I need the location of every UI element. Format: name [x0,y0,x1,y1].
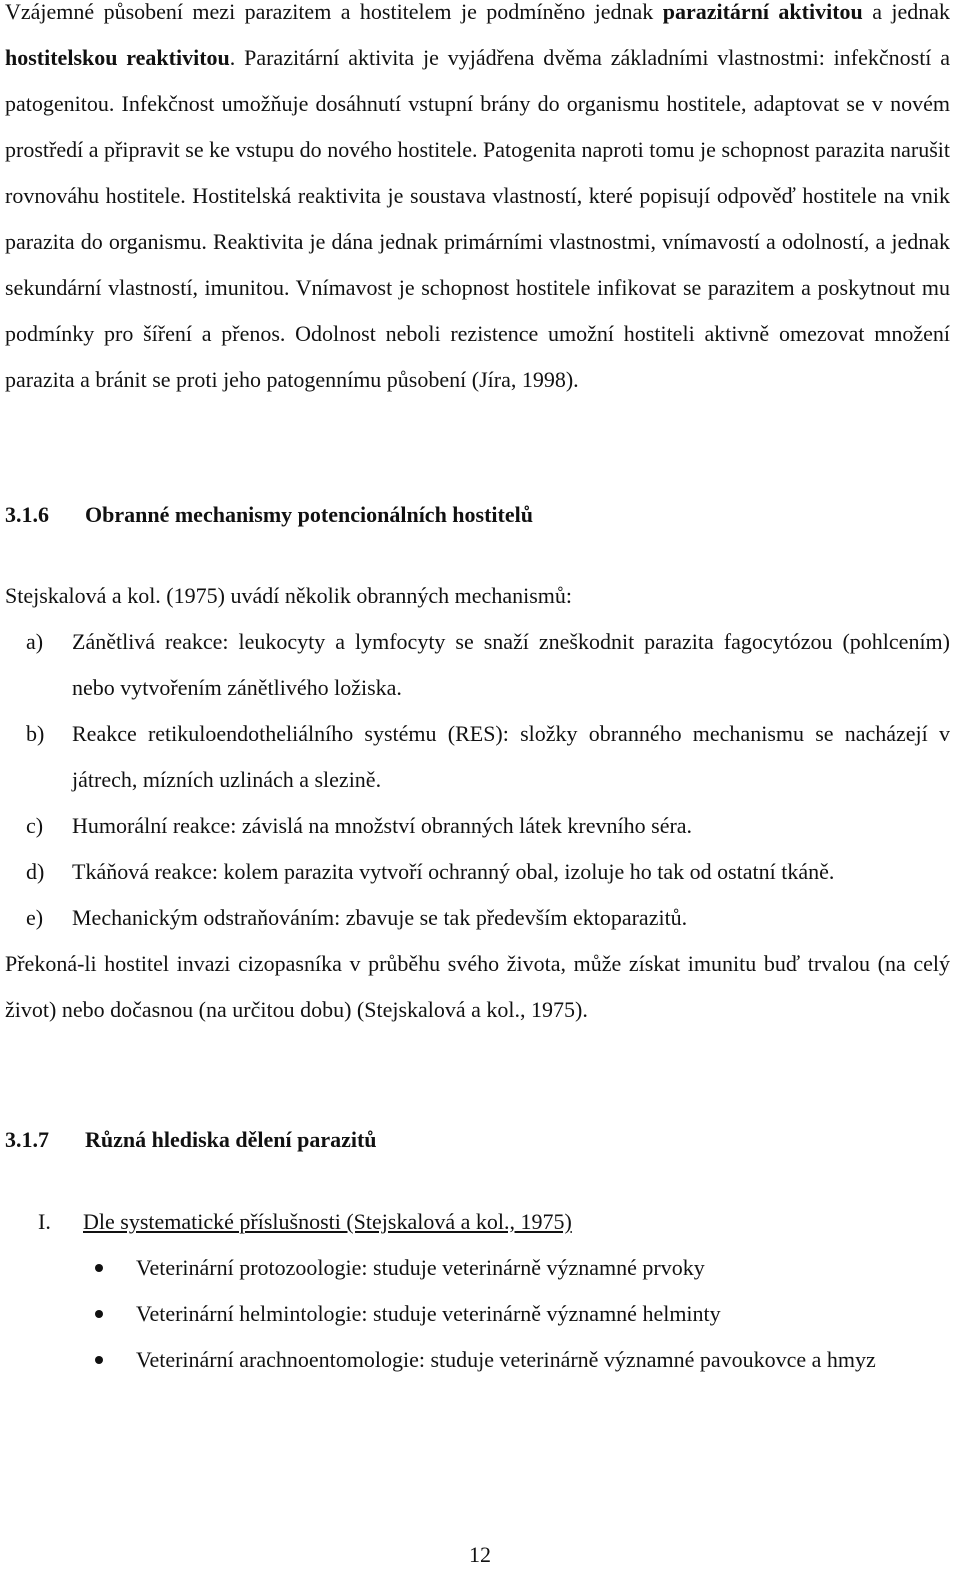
defense-mechanism-list [5,619,950,941]
paragraph-text: Vzájemné působení mezi parazitem a hostitelem je podmíněno jednak [5,0,663,24]
bold-term: parazitární aktivitou [662,0,863,24]
section-heading [5,1125,950,1155]
list-item-text: Tkáňová reakce: kolem parazita vytvoří ochranný obal, izoluje ho tak od ostatní tkáně. [72,859,835,884]
paragraph-text: a jednak [862,0,951,24]
list-item [5,895,950,941]
section-number: 3.1.7 [5,1127,49,1152]
bullet-item [5,1291,950,1337]
list-item [5,849,950,895]
list-marker: d) [26,859,45,884]
list-item [5,619,950,711]
list-marker: c) [26,813,44,838]
closing-paragraph: Překoná-li hostitel invazi cizopasníka v průběhu svého života, může získat imunitu buď trvalou (na celý život) nebo dočasnou (na určitou dobu) (Stejskalová a kol., 1975). [5,951,950,1022]
section-title: Obranné mechanismy potencionálních hostitelů [85,502,533,527]
list-item-text: Zánětlivá reakce: leukocyty a lymfocyty se snaží zneškodnit parazita fagocytózou (pohlcením) nebo vytvořením zánětlivého ložiska. [72,629,950,700]
bullet-item [5,1337,950,1383]
section-number: 3.1.6 [5,502,49,527]
bullet-item [5,1245,950,1291]
page-number: 12 [469,1542,491,1567]
roman-item-label: Dle systematické příslušnosti (Stejskalová a kol., 1975) [83,1209,572,1234]
roman-marker: I. [38,1209,51,1234]
list-marker: b) [26,721,45,746]
list-marker: e) [26,905,44,930]
bold-term: hostitelskou reaktivitou [5,45,230,70]
paragraph-text: . Parazitární aktivita je vyjádřena dvěma základními vlastnostmi: infekčností a patogenitou. Infekčnost umožňuje dosáhnutí vstupní brány do organismu hostitele, adaptovat se v novém prostředí a připravit se ke vstupu do nového hostitele. Patogenita naproti tomu je schopnost parazita narušit rovnováhu hostitele. Hostitelská reaktivita je soustava vlastností, které popisují odpověď hostitele na vnik parazita do organismu. Reaktivita je dána jednak primárními vlastnostmi, vnímavostí a odolností, a jednak sekundární vlastností, imunitou. Vnímavost je schopnost hostitele infikovat se parazitem a poskytnout mu podmínky pro šíření a přenos. Odolnost neboli rezistence umožní hostiteli aktivně omezovat množení parazita a bránit se proti jeho patogennímu působení (Jíra, 1998). [5,45,950,392]
intro-paragraph [5,0,950,403]
list-item [5,803,950,849]
section-heading [5,500,950,530]
list-item-text: Mechanickým odstraňováním: zbavuje se tak především ektoparazitů. [72,905,688,930]
bullet-text: Veterinární helmintologie: studuje veterinárně významné helminty [136,1301,721,1326]
roman-list-item [5,1199,950,1245]
bullet-list [5,1245,950,1383]
document-page [5,0,950,1383]
bullet-text: Veterinární arachnoentomologie: studuje veterinárně významné pavoukovce a hmyz [136,1347,876,1372]
list-item [5,711,950,803]
bullet-text: Veterinární protozoologie: studuje veterinárně významné prvoky [136,1255,705,1280]
section-title: Různá hlediska dělení parazitů [85,1127,377,1152]
list-intro: Stejskalová a kol. (1975) uvádí několik obranných mechanismů: [5,583,572,608]
list-marker: a) [26,629,44,654]
list-item-text: Reakce retikuloendotheliálního systému (RES): složky obranného mechanismu se nacházejí v játrech, mízních uzlinách a slezině. [72,721,950,792]
list-item-text: Humorální reakce: závislá na množství obranných látek krevního séra. [72,813,693,838]
